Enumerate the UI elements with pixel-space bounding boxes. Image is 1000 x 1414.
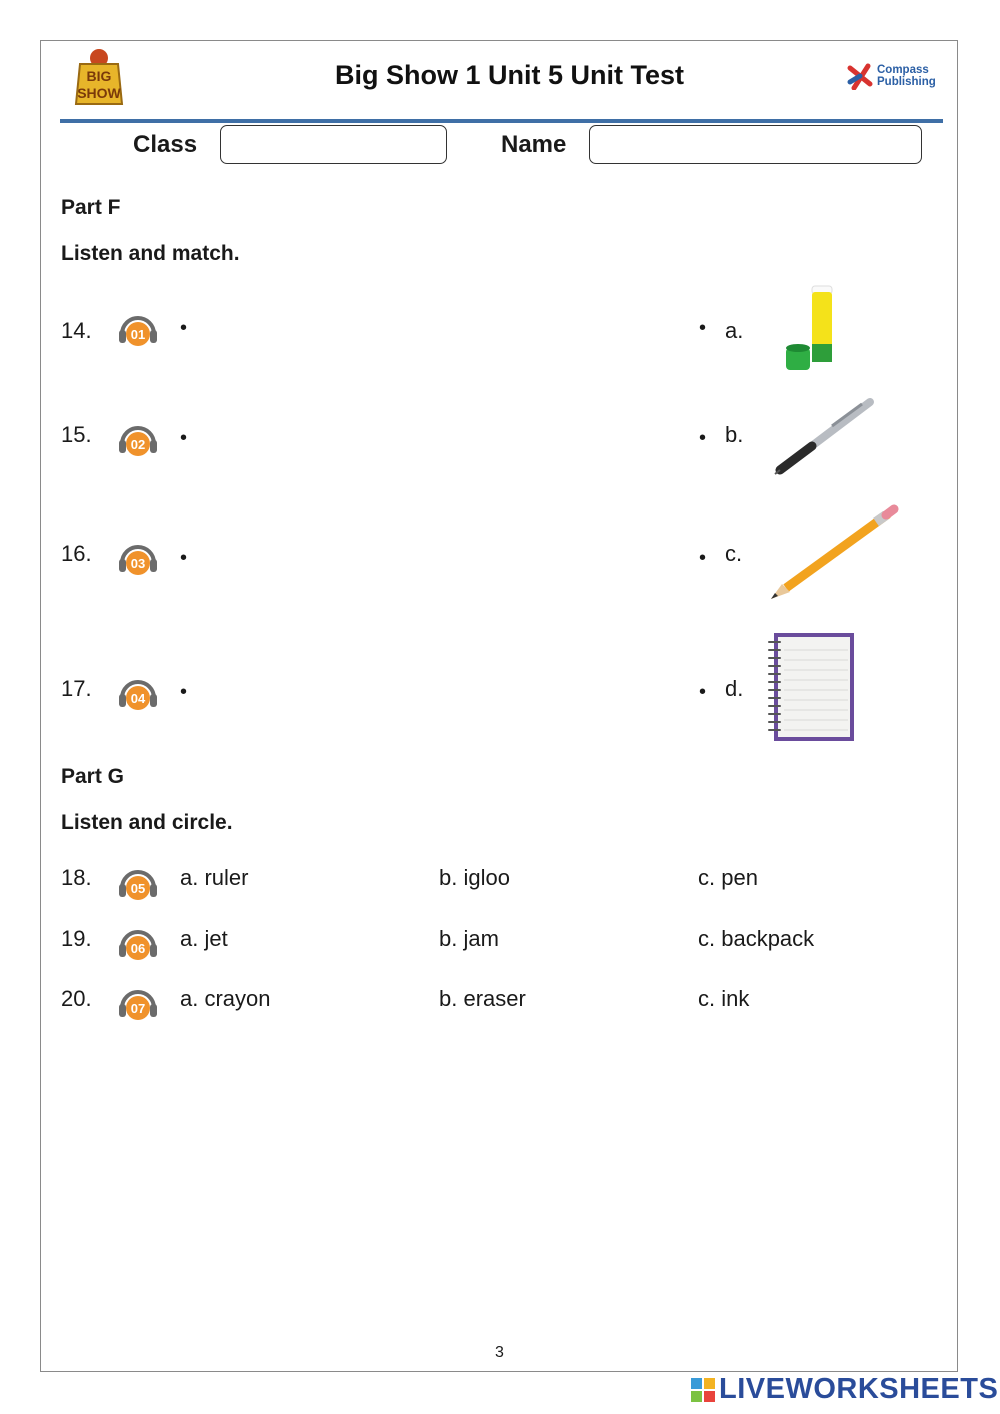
headphones-audio-icon[interactable] [116, 922, 160, 966]
item-number: 17. [61, 676, 92, 701]
notebook-image [766, 630, 858, 744]
part-g-instruction: Listen and circle. [61, 811, 233, 834]
match-dot-right[interactable]: • [699, 547, 707, 569]
item-number: 15. [61, 422, 92, 447]
publisher-line-2: Publishing [877, 76, 936, 88]
item-number: 19. [61, 926, 92, 951]
headphones-audio-icon[interactable] [116, 308, 160, 352]
choice-a[interactable]: a. jet [180, 926, 228, 951]
svg-text:SHOW: SHOW [77, 85, 121, 101]
track-number: 05 [130, 881, 146, 896]
match-dot-right[interactable]: • [699, 317, 707, 339]
big-show-logo [70, 44, 128, 108]
choice-a[interactable]: a. crayon [180, 986, 271, 1011]
option-letter: d. [725, 676, 744, 701]
track-number: 01 [130, 327, 146, 342]
option-letter: a. [725, 318, 744, 343]
headphones-audio-icon[interactable] [116, 862, 160, 906]
match-dot-right[interactable]: • [699, 681, 707, 703]
part-f-instruction: Listen and match. [61, 242, 240, 265]
match-dot-left[interactable]: • [180, 681, 188, 703]
choice-b[interactable]: b. igloo [439, 865, 510, 890]
page-number: 3 [495, 1344, 504, 1361]
option-letter: b. [725, 422, 744, 447]
header-rule [60, 119, 943, 123]
liveworksheets-blocks-icon [690, 1377, 716, 1403]
choice-c[interactable]: c. pen [698, 865, 758, 890]
name-field[interactable] [589, 125, 922, 164]
track-number: 06 [130, 941, 146, 956]
match-dot-left[interactable]: • [180, 427, 188, 449]
track-number: 03 [130, 556, 146, 571]
class-label: Class [133, 131, 198, 158]
publisher-line-1: Compass [877, 64, 929, 76]
option-letter: c. [725, 541, 743, 566]
name-label: Name [501, 131, 567, 158]
brand-text: LIVEWORKSHEETS [719, 1373, 999, 1405]
liveworksheets-brand [690, 1373, 998, 1406]
svg-text:BIG: BIG [86, 68, 112, 84]
match-dot-left[interactable]: • [180, 317, 188, 339]
item-number: 14. [61, 318, 92, 343]
headphones-audio-icon[interactable] [116, 418, 160, 462]
choice-a[interactable]: a. ruler [180, 865, 249, 890]
item-number: 20. [61, 986, 92, 1011]
headphones-audio-icon[interactable] [116, 982, 160, 1026]
glue-stick-image [782, 282, 840, 374]
headphones-audio-icon[interactable] [116, 537, 160, 581]
compass-star-icon [846, 62, 874, 90]
pen-image [772, 396, 876, 476]
match-dot-left[interactable]: • [180, 547, 188, 569]
part-f-heading: Part F [61, 196, 121, 219]
pencil-image [768, 504, 900, 602]
part-g-heading: Part G [61, 765, 125, 788]
item-number: 16. [61, 541, 92, 566]
item-number: 18. [61, 865, 92, 890]
class-field[interactable] [220, 125, 447, 164]
choice-c[interactable]: c. ink [698, 986, 750, 1011]
track-number: 02 [130, 437, 146, 452]
compass-publishing-logo [846, 62, 936, 90]
choice-b[interactable]: b. jam [439, 926, 499, 951]
match-dot-right[interactable]: • [699, 427, 707, 449]
track-number: 04 [130, 691, 146, 706]
track-number: 07 [130, 1001, 146, 1016]
choice-c[interactable]: c. backpack [698, 926, 815, 951]
page-title: Big Show 1 Unit 5 Unit Test [335, 60, 685, 90]
headphones-audio-icon[interactable] [116, 672, 160, 716]
choice-b[interactable]: b. eraser [439, 986, 526, 1011]
